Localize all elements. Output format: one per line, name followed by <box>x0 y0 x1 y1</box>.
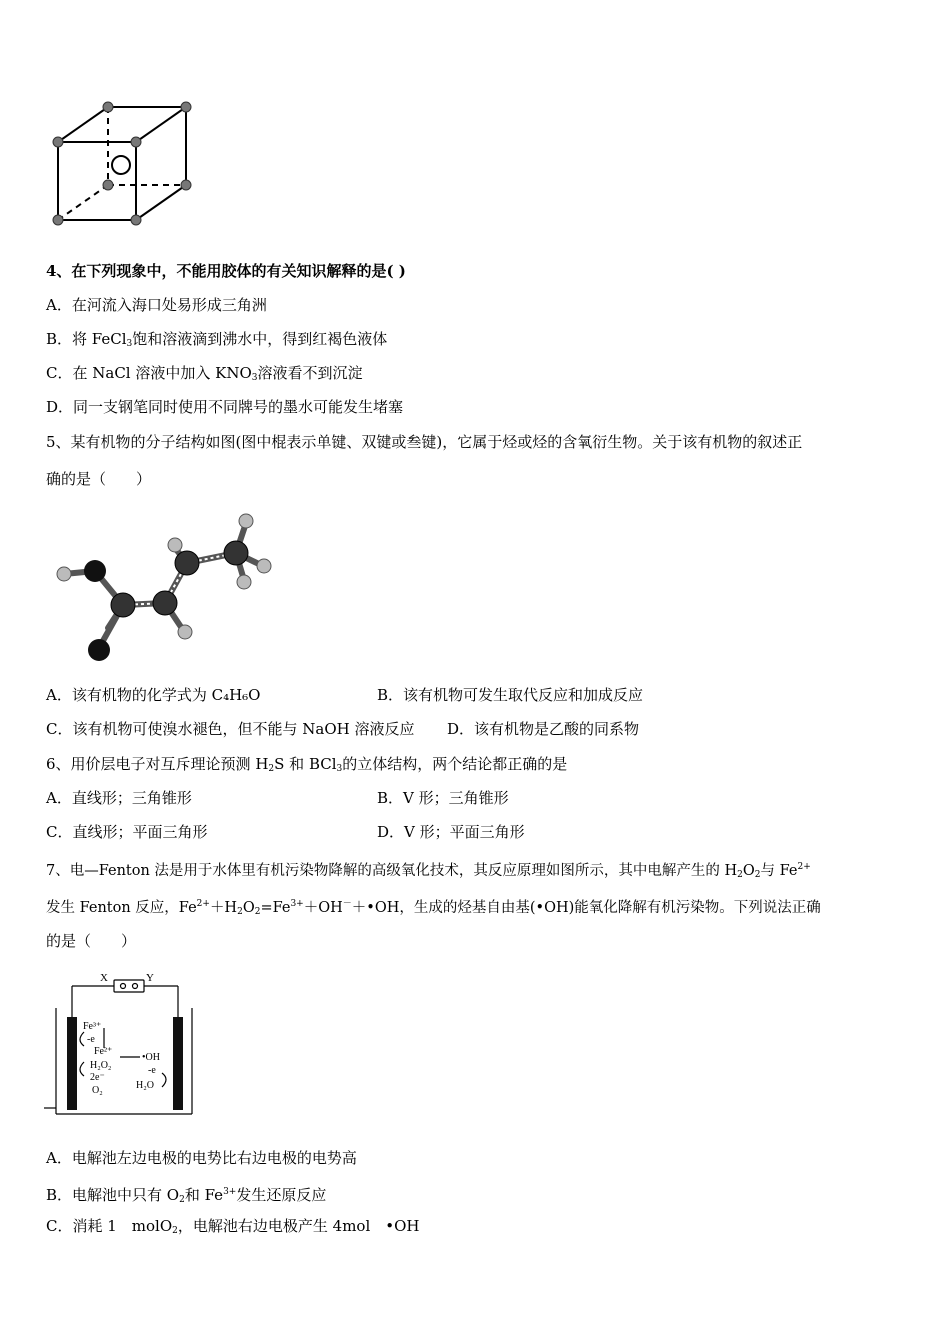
q5-stem-line2: 确的是（ ） <box>46 470 152 488</box>
figure-label-oh: •OH <box>142 1052 160 1063</box>
q7-option-b: B．电解池中只有 $O_2$和 $Fe^{3+}$发生还原反应 <box>46 1186 327 1205</box>
q7-option-a: A．电解池左边电极的电势比右边电极的电势高 <box>46 1149 357 1167</box>
cubic-cell-figure <box>44 95 204 235</box>
q4-option-b: B．将 FeCl$_3$饱和溶液滴到沸水中，得到红褐色液体 <box>46 330 388 349</box>
q6-option-d: D．V 形；平面三角形 <box>377 823 525 841</box>
figure-label-e1: -e <box>87 1034 95 1045</box>
figure-label-o2: O₂ <box>92 1085 103 1096</box>
q5-stem-line1: 5、某有机物的分子结构如图(图中棍表示单键、双键或叁键)，它属于烃或烃的含氧衍生物。关于该有机物的叙述正 <box>46 433 803 451</box>
q4-option-d: D．同一支钢笔同时使用不同牌号的墨水可能发生堵塞 <box>46 398 404 416</box>
q7-option-c: C．消耗 1 molO$_2$，电解池右边电极产生 4mol •OH <box>46 1217 420 1236</box>
figure-label-y: Y <box>146 972 154 984</box>
figure-label-e2: -e <box>148 1065 156 1076</box>
q4-stem: 4、在下列现象中，不能用胶体的有关知识解释的是( ) <box>46 262 406 280</box>
electrolysis-cell-figure <box>44 968 204 1120</box>
figure-label-x: X <box>100 972 108 984</box>
q4-option-c: C．在 NaCl 溶液中加入 $KNO_3$溶液看不到沉淀 <box>46 364 363 383</box>
q7-stem-line2: 发生 Fenton 反应，$Fe^{2+}+H_2O_2=Fe^{3+}+OH^-+•OH$，生成的烃基自由基(•OH)能氧化降解有机污染物。下列说法正确 <box>46 899 821 917</box>
q7-stem-line1: 7、电—Fenton 法是用于水体里有机污染物降解的高级氧化技术，其反应原理如图所示，其中电解产生的 $H_2O_2$与 $Fe^{2+}$ <box>46 862 811 880</box>
figure-label-fe2: Fe²⁺ <box>94 1046 113 1057</box>
q5-option-d: D．该有机物是乙酸的同系物 <box>447 720 640 738</box>
q6-option-a: A．直线形；三角锥形 <box>46 789 192 807</box>
q5-option-a: A．该有机物的化学式为 C₄H₆O <box>46 686 261 704</box>
q7-stem-line3: 的是（ ） <box>46 932 137 950</box>
figure-label-2e: 2e⁻ <box>90 1072 105 1083</box>
q4-option-a: A．在河流入海口处易形成三角洲 <box>46 296 267 314</box>
figure-label-h2o2: H₂O₂ <box>90 1060 112 1071</box>
q5-option-b: B．该有机物可发生取代反应和加成反应 <box>377 686 644 704</box>
q5-option-c: C．该有机物可使溴水褪色，但不能与 NaOH 溶液反应 <box>46 720 415 738</box>
q6-stem: 6、用价层电子对互斥理论预测 $H_2S$ 和 BCl$_3$的立体结构，两个结论都正确的是 <box>46 755 568 774</box>
q6-option-c: C．直线形；平面三角形 <box>46 823 208 841</box>
molecule-ball-stick-figure <box>48 508 278 668</box>
figure-label-fe3: Fe³⁺ <box>83 1021 102 1032</box>
q6-option-b: B．V 形；三角锥形 <box>377 789 509 807</box>
figure-label-h2o: H₂O <box>136 1080 154 1091</box>
